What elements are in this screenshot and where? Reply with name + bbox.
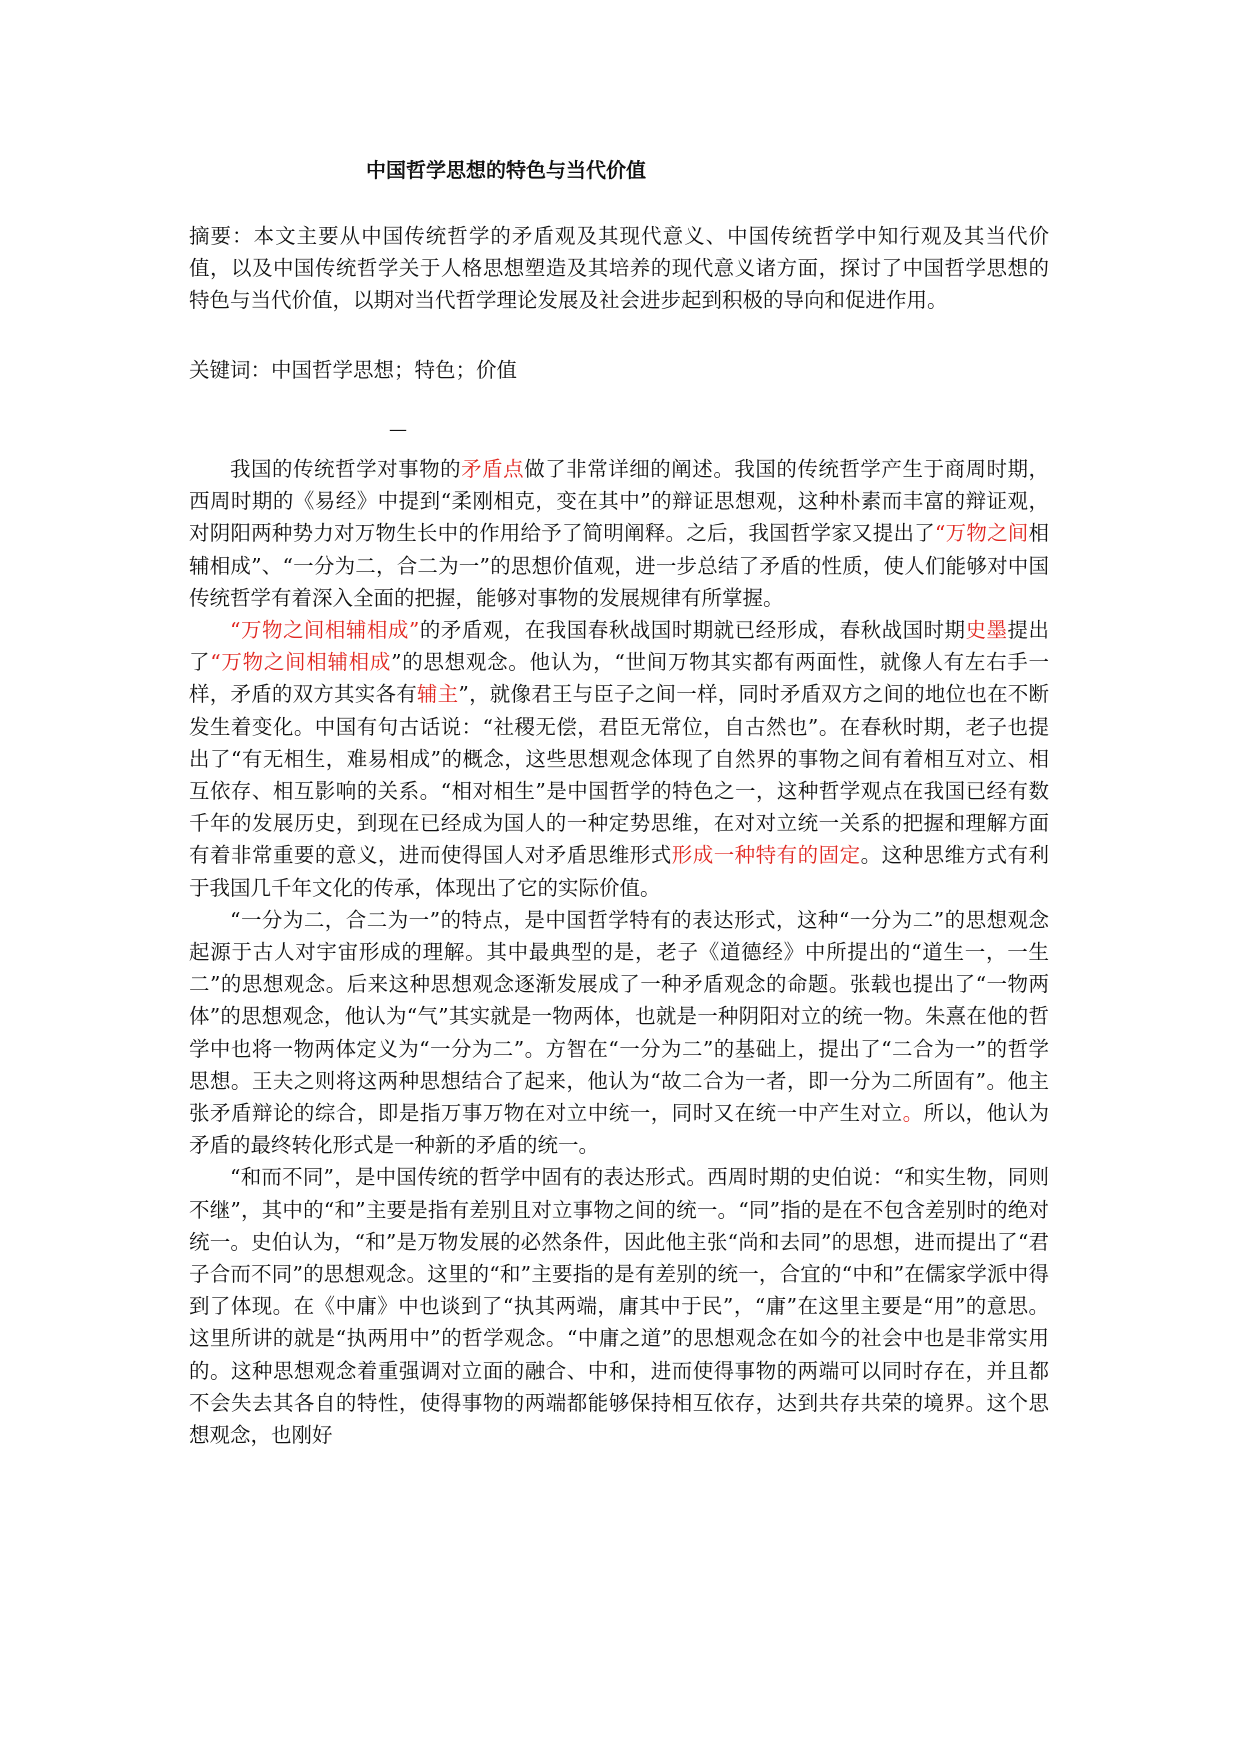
keywords: 关键词：中国哲学思想；特色；价值 (189, 358, 517, 382)
text-run: 。这种思维方式有利于我国几千年文化的传承，体现出了它的实际价值。 (189, 843, 1050, 900)
text-run: 提出了 (189, 618, 1050, 675)
text-run: “一分为二，合二为一”的特点，是中国哲学特有的表达形式，这种“一分为二”的思想观念起源于古人对宇宙形成的理解。其中最典型的是，老子《道德经》中所提出的“道生一，一生二”的思想观念。后来这种思想观念逐渐发展成了一种矛盾观念的命题。张载也提出了“一物两体”的思想观念，他认为“气”其实就是一物两体，也就是一种阴阳对立的统一物。朱熹在他的哲学中也将一物两体定义为“一分为二”。方智在“一分为二”的基础上，提出了“二合为一”的哲学思想。王夫之则将这两种思想结合了起来，他认为“故二合为一者，即一分为二所固有”。他主张矛盾辩论的综合，即是指万事万物在对立中统一，同时又在统一中产生对立 (189, 907, 1049, 1126)
section-number: — (389, 419, 407, 440)
highlighted-text: “万物之间相辅相成” (230, 618, 420, 643)
highlighted-text: “万物之间 (934, 521, 1029, 546)
paragraph (189, 904, 1049, 1162)
highlighted-text: 矛盾点 (461, 457, 525, 481)
highlighted-text: 辅主 (416, 682, 459, 707)
document-title: 中国哲学思想的特色与当代价值 (366, 158, 646, 182)
text-run: 相辅相成”、“一分为二，合二为一”的思想价值观，进一步总结了矛盾的性质，使人们能够对中国传统哲学有着深入全面的把握，能够对事物的发展规律有所掌握。 (189, 521, 1050, 610)
highlighted-text: “万物之间相辅相成 (210, 650, 392, 675)
highlighted-text: 形成一种特有的固定 (671, 843, 861, 868)
text-run: ”的思想观念。他认为，“世间万物其实都有两面性，就像人有左右手一样，矛盾的双方其实各有 (189, 650, 1049, 707)
text-run: ”，就像君王与臣子之间一样，同时矛盾双方之间的地位也在不断发生着变化。中国有句古话说：“社稷无偿，君臣无常位，自古然也”。在春秋时期，老子也提出了“有无相生，难易相成”的概念，这些思想观念体现了自然界的事物之间有着相互对立、相互依存、相互影响的关系。“相对相生”是中国哲学的特色之一，这种哲学观点在我国已经有数千年的发展历史，到现在已经成为国人的一种定势思维，在对对立统一关系的把握和理解方面有着非常重要的意义，进而使得国人对矛盾思维形式 (189, 682, 1050, 868)
highlighted-text: 史墨 (965, 618, 1008, 643)
text-run: “和而不同”，是中国传统的哲学中固有的表达形式。西周时期的史伯说：“和实生物，同则不继”，其中的“和”主要是指有差别且对立事物之间的统一。“同”指的是在不包含差别时的绝对统一。史伯认为，“和”是万物发展的必然条件，因此他主张“尚和去同”的思想，进而提出了“君子合而不同”的思想观念。这里的“和”主要指的是有差别的统一，合宜的“中和”在儒家学派中得到了体现。在《中庸》中也谈到了“执其两端，庸其中于民”，“庸”在这里主要是“用”的意思。这里所讲的就是“执两用中”的哲学观念。“中庸之道”的思想观念在如今的社会中也是非常实用的。这种思想观念着重强调对立面的融合、中和，进而使得事物的两端可以同时存在，并且都不会失去其各自的特性，使得事物的两端都能够保持相互依存，达到共存共荣的境界。这个思想观念，也刚好 (189, 1165, 1049, 1448)
abstract: 摘要：本文主要从中国传统哲学的矛盾观及其现代意义、中国传统哲学中知行观及其当代价值，以及中国传统哲学关于人格思想塑造及其培养的现代意义诸方面，探讨了中国哲学思想的特色与当代价值，以期对当代哲学理论发展及社会进步起到积极的导向和促进作用。 (189, 224, 1049, 313)
highlighted-text: 。 (902, 1101, 924, 1126)
paragraph (189, 453, 1049, 614)
paragraph (189, 614, 1049, 904)
text-run: 所以，他认为矛盾的最终转化形式是一种新的矛盾的统一。 (189, 1101, 1050, 1158)
text-run: 的矛盾观，在我国春秋战国时期就已经形成，春秋战国时期 (419, 618, 966, 643)
text-run: 做了非常详细的阐述。我国的传统哲学产生于商周时期，西周时期的《易经》中提到“柔刚相克，变在其中”的辩证思想观，这种朴素而丰富的辩证观，对阴阳两种势力对万物生长中的作用给予了简明阐释。之后，我国哲学家又提出了 (189, 457, 1050, 546)
body-content (189, 453, 1049, 1451)
text-run: 我国的传统哲学对事物的 (230, 457, 462, 481)
paragraph (189, 1161, 1049, 1451)
